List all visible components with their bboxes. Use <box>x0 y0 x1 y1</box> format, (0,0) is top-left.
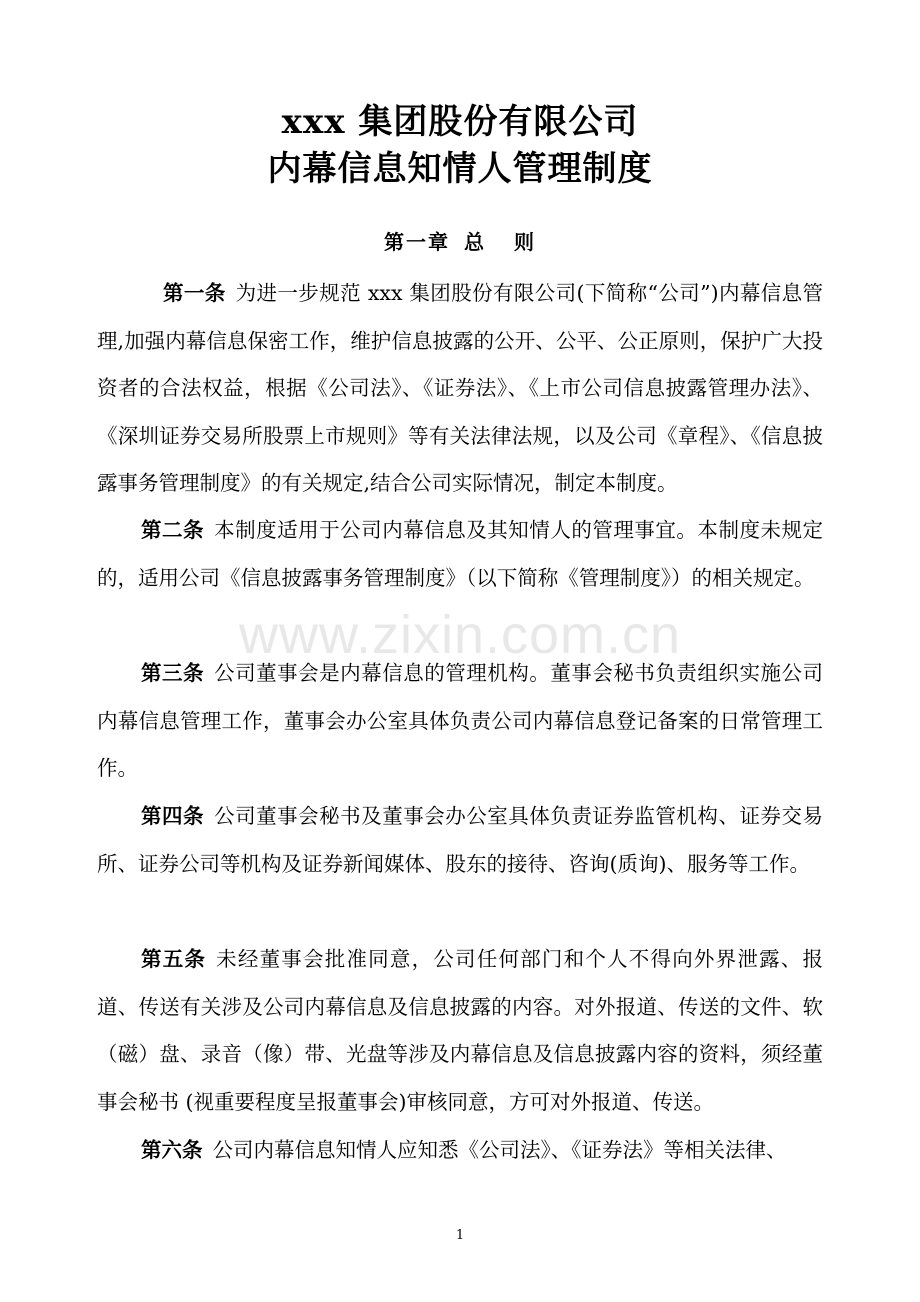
article-label: 第四条 <box>141 804 205 828</box>
article-3 <box>97 650 823 793</box>
page-number: 1 <box>455 1228 465 1243</box>
article-label: 第三条 <box>141 661 205 685</box>
chapter-number: 第一章 <box>384 230 450 254</box>
article-5 <box>97 936 823 1126</box>
article-label: 第六条 <box>141 1138 203 1162</box>
watermark: www.zixin.com.cn <box>238 605 682 665</box>
chapter-name-char1: 总 <box>464 230 486 254</box>
chapter-heading <box>0 228 920 256</box>
article-text: 本制度适用于公司内幕信息及其知情人的管理事宜。本制度未规定的，适用公司《信息披露事务管理制度》（以下简称《管理制度》）的相关规定。 <box>97 518 824 590</box>
article-1 <box>97 270 823 508</box>
article-label: 第五条 <box>141 947 207 971</box>
document-title-line1: xxx 集团股份有限公司 <box>281 102 639 142</box>
chapter-name-char2: 则 <box>514 230 536 254</box>
article-text: 公司董事会是内幕信息的管理机构。董事会秘书负责组织实施公司内幕信息管理工作，董事会办公室具体负责公司内幕信息登记备案的日常管理工作。 <box>97 661 824 780</box>
document-title-line2: 内幕信息知情人管理制度 <box>267 149 653 189</box>
article-4 <box>97 793 823 888</box>
article-label: 第二条 <box>141 518 205 542</box>
article-text: 公司董事会秘书及董事会办公室具体负责证券监管机构、证券交易所、证券公司等机构及证券新闻媒体、股东的接待、咨询(质询)、服务等工作。 <box>97 804 824 876</box>
article-6 <box>97 1127 823 1175</box>
article-label: 第一条 <box>163 281 226 305</box>
article-2 <box>97 507 823 602</box>
article-text: 为进一步规范 xxx 集团股份有限公司(下简称“公司”)内幕信息管理,加强内幕信息保密工作，维护信息披露的公开、公平、公正原则，保护广大投资者的合法权益，根据《公司法》、《证券法》、《上市公司信息披露管理办法》、《深圳证券交易所股票上市规则》等有关法律法规，以及公司《章程》、《信息披露事务管理制度》的有关规定,结合公司实际情况，制定本制度。 <box>97 281 824 495</box>
article-text: 未经董事会批准同意，公司任何部门和个人不得向外界泄露、报道、传送有关涉及公司内幕信息及信息披露的内容。对外报道、传送的文件、软（磁）盘、录音（像）带、光盘等涉及内幕信息及信息披露内容的资料，须经董事会秘书 (视重要程度呈报董事会)审核同意，方可对外报道、传送。 <box>97 947 824 1114</box>
article-text: 公司内幕信息知情人应知悉《公司法》、《证券法》等相关法律、 <box>212 1138 787 1162</box>
